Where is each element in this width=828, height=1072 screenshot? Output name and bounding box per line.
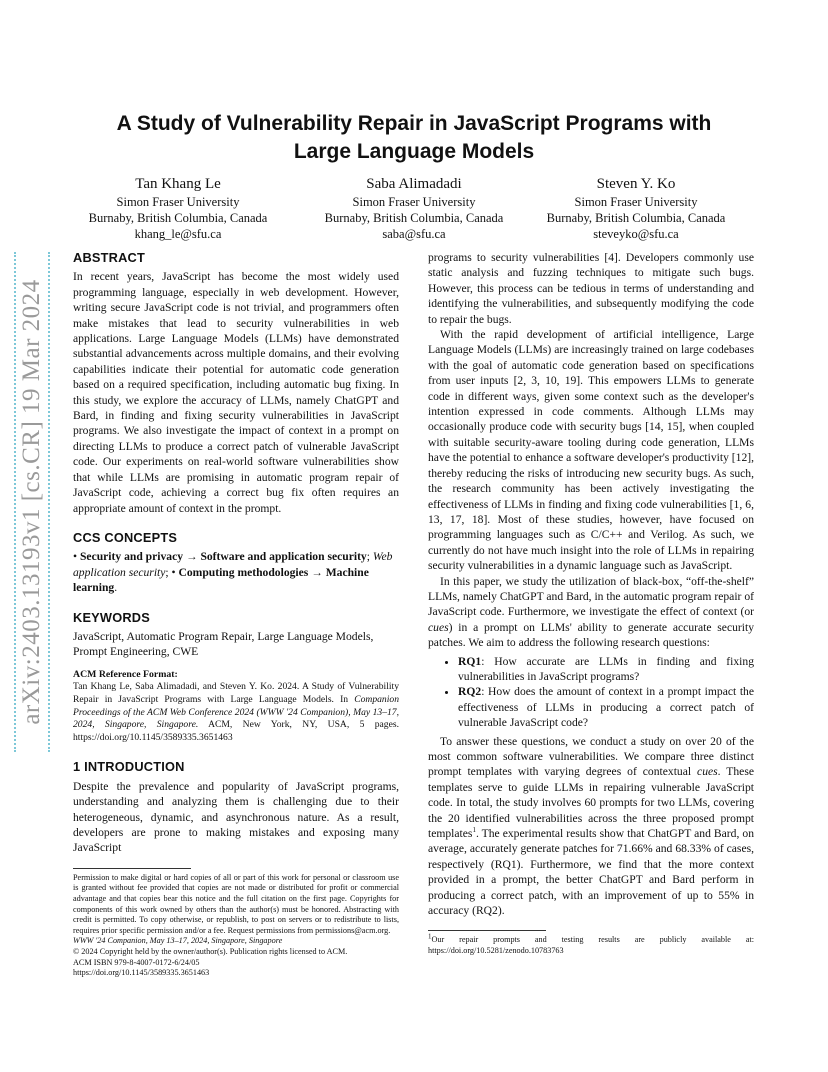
author-location: Burnaby, British Columbia, Canada (88, 211, 268, 225)
left-column (73, 250, 399, 979)
ccs-arrow: → (185, 550, 198, 564)
intro-paragraph-1-continued: programs to security vulnerabilities [4]. Developers commonly use static analysis and fuzzing techniques to mitigate such bugs. However, this process can be tedious in terms of understanding and identifying the vulnerabilities, and subsequently modifying the code to repair the bugs. (428, 251, 754, 326)
author-affiliation: Simon Fraser University (352, 195, 476, 209)
research-questions (428, 654, 754, 731)
intro-paragraph-2: With the rapid development of artificial intelligence, Large Language Models (LLMs) are increasingly trained on large codebases with the goal of automatic code generation based on specifications from user inputs [2, 3, 10, 19]. This empowers LLMs to generate code in different ways, given some context such as the developer's intention expressed in code comments. Although LLMs may occasionally produce code with security bugs [14, 15], when coupled with suitable security-aware tooling during code generation, LLMs have the potential to enhance a software developer's productivity [12], thereby reducing the risks of introducing new security bugs. As such, the research community has been actively investigating the effectiveness of LLMs in finding and fixing code vulnerabilities [1, 6, 13, 17, 18]. Most of these studies, however, have focused on programming languages such as C/C++ and Verilog. As such, we currently do not have much insight into the role of LLMs in repairing security vulnerabilities in a dynamic language such as JavaScript. (428, 328, 754, 573)
author-email[interactable]: khang_le@sfu.ca (134, 227, 222, 241)
abstract-heading: ABSTRACT (73, 250, 145, 265)
keywords-text: JavaScript, Automatic Program Repair, Large Language Models, Prompt Engineering, CWE (73, 629, 374, 659)
title-line-2: Large Language Models (293, 140, 535, 163)
author-affiliation: Simon Fraser University (116, 195, 240, 209)
ccs-concept-3: Web application security (73, 550, 393, 579)
ccs-concepts: • Security and privacy → Software and application security; Web application security; • Computing methodologies → Machine learning. (73, 550, 393, 595)
footnote-rule-right (428, 930, 546, 931)
rq1-label: RQ1 (458, 654, 482, 668)
rq2-item (458, 684, 754, 730)
acm-reference-text (73, 681, 399, 744)
author-1 (73, 174, 283, 242)
keywords-heading: KEYWORDS (73, 609, 150, 625)
author-email[interactable]: steveyko@sfu.ca (593, 227, 679, 241)
permission-doi[interactable]: https://doi.org/10.1145/3589335.3651463 (73, 968, 210, 978)
ccs-concept-5: Machine learning (73, 565, 369, 595)
author-name: Tan Khang Le (135, 176, 221, 192)
acm-reference-heading: ACM Reference Format: (73, 668, 178, 680)
arxiv-stamp (14, 252, 50, 752)
permission-isbn: ACM ISBN 979-8-4007-0172-6/24/05 (73, 957, 200, 967)
abstract-text: In recent years, JavaScript has become the most widely used programming language, especially in web development. However, writing secure JavaScript code is not trivial, and programmers often make mistakes that lead to security vulnerabilities in web applications. Large Language Models (LLMs) have demonstrated substantial advancements across multiple domains, and their evolving capabilities indicate their potential for automatic code generation based on a required specification, including automatic bug fixing. In this study, we explore the accuracy of LLMs, namely ChatGPT and Bard, in finding and fixing security vulnerabilities in JavaScript programs. We also investigate the impact of context in a prompt on directing LLMs to produce a correct patch of vulnerable JavaScript code. Our experiments on real-world software vulnerabilities show that while LLMs are promising in automatic program repair of JavaScript code, achieving a correct bug fix often requires an appropriate amount of context in the prompt. (73, 270, 399, 515)
intro-p3-cues: cues (428, 620, 449, 634)
ccs-concept-2: Software and application security (200, 550, 367, 564)
intro-paragraph-1: Despite the prevalence and popularity of JavaScript programs, understanding and analyzing them is challenging due to their heterogeneous, dynamic, and asynchronous nature. As a result, developers are prone to making mistakes and exposing many JavaScript (73, 779, 399, 855)
footnote-number: 1 (428, 932, 432, 941)
intro-p4-cues: cues (697, 765, 718, 779)
intro-heading: 1 INTRODUCTION (73, 759, 185, 775)
permission-text: Permission to make digital or hard copies of all or part of this work for personal or classroom use is granted without fee provided that copies are not made or distributed for profit or commercial advantage and that copies bear this notice and the full citation on the first page. Copyrights for components of this work owned by others than the author(s) must be honored. Abstracting with credit is permitted. To copy otherwise, or republish, to post on servers or to redistribute to lists, requires prior specific permission and/or a fee. Request permissions from permissions@acm.org. (73, 872, 399, 935)
ccs-heading: CCS CONCEPTS (73, 529, 178, 545)
title-line-1: A Study of Vulnerability Repair in JavaScript Programs with (116, 112, 712, 135)
ccs-concept-1: Security and privacy (79, 550, 184, 564)
author-location: Burnaby, British Columbia, Canada (546, 211, 726, 225)
intro-p3-part-a: In this paper, we study the utilization of black-box, “off-the-shelf” LLMs, namely ChatGPT and Bard, in the automatic program repair of JavaScript code. Furthermore, we investigate the effect of context (or (428, 574, 754, 619)
footnote-marker[interactable]: 1 (472, 826, 476, 835)
intro-p3-part-b: ) in a prompt on LLMs' ability to generate accurate security patches. We aim to address the following research questions: (428, 620, 754, 650)
author-name: Steven Y. Ko (596, 176, 676, 192)
acm-reference (73, 669, 399, 745)
acm-reference-line1: Tan Khang Le, Saba Alimadadi, and Steven Y. Ko. 2024. A Study of Vulnerability Repair in JavaScript Programs with Large Language Models. In (73, 681, 399, 705)
ccs-concept-4: Computing methodologies (178, 565, 309, 579)
intro-paragraph-4 (428, 734, 754, 919)
intro-p4-part-b: . These templates serve to guide LLMs in repairing vulnerable JavaScript code. In total, the study involves 60 prompts for two LLMs, covering the 20 identified vulnerabilities across the three proposed prompt templates (428, 765, 754, 841)
rq2-label: RQ2 (458, 685, 482, 699)
footnote (428, 932, 754, 956)
intro-paragraph-3 (428, 574, 754, 651)
intro-p4-part-a: To answer these questions, we conduct a study on over 20 of the most common software vulnerabilities. We compare three distinct prompt templates with varying degrees of contextual (428, 734, 754, 779)
permission-venue: WWW '24 Companion, May 13–17, 2024, Singapore, Singapore (73, 936, 283, 946)
permission-notice (73, 873, 399, 979)
author-name: Saba Alimadadi (366, 176, 462, 192)
footnote-rule (73, 868, 191, 869)
rq2-text: : How does the amount of context in a prompt impact the effectiveness of LLMs in producing a correct patch of vulnerable JavaScript code? (458, 685, 754, 730)
rq1-text: : How accurate are LLMs in finding and fixing vulnerabilities in JavaScript programs? (458, 654, 754, 683)
author-affiliation: Simon Fraser University (574, 195, 698, 209)
author-3 (531, 174, 741, 242)
ccs-arrow: → (311, 565, 323, 579)
acm-reference-venue: Companion Proceedings of the ACM Web Conference 2024 (WWW '24 Companion), May 13–17, 2024, Singapore, Singapore. (73, 693, 399, 731)
author-2 (309, 174, 519, 242)
arxiv-stamp-text: arXiv:2403.13193v1 [cs.CR] 19 Mar 2024 (18, 279, 45, 725)
intro-p4-part-c: . The experimental results show that ChatGPT and Bard, on average, accurately generate patches for 71.66% and 68.33% of cases, respectively (RQ1). Furthermore, we find that the more context provided in a prompt, the better ChatGPT and Bard perform in producing a correct patch, with an improvement of up to 55% in accuracy (RQ2). (428, 827, 754, 918)
right-column (428, 250, 754, 957)
paper-title (60, 110, 768, 166)
acm-reference-line2: ACM, New York, NY, USA, 5 pages. https://doi.org/10.1145/3589335.3651463 (73, 719, 399, 743)
rq1-item (458, 654, 754, 685)
author-location: Burnaby, British Columbia, Canada (324, 211, 504, 225)
author-email[interactable]: saba@sfu.ca (382, 227, 446, 241)
permission-copyright: © 2024 Copyright held by the owner/author(s). Publication rights licensed to ACM. (73, 946, 348, 956)
footnote-text: Our repair prompts and testing results are publicly available at: https://doi.org/10.5281/zenodo.10783763 (428, 935, 754, 956)
